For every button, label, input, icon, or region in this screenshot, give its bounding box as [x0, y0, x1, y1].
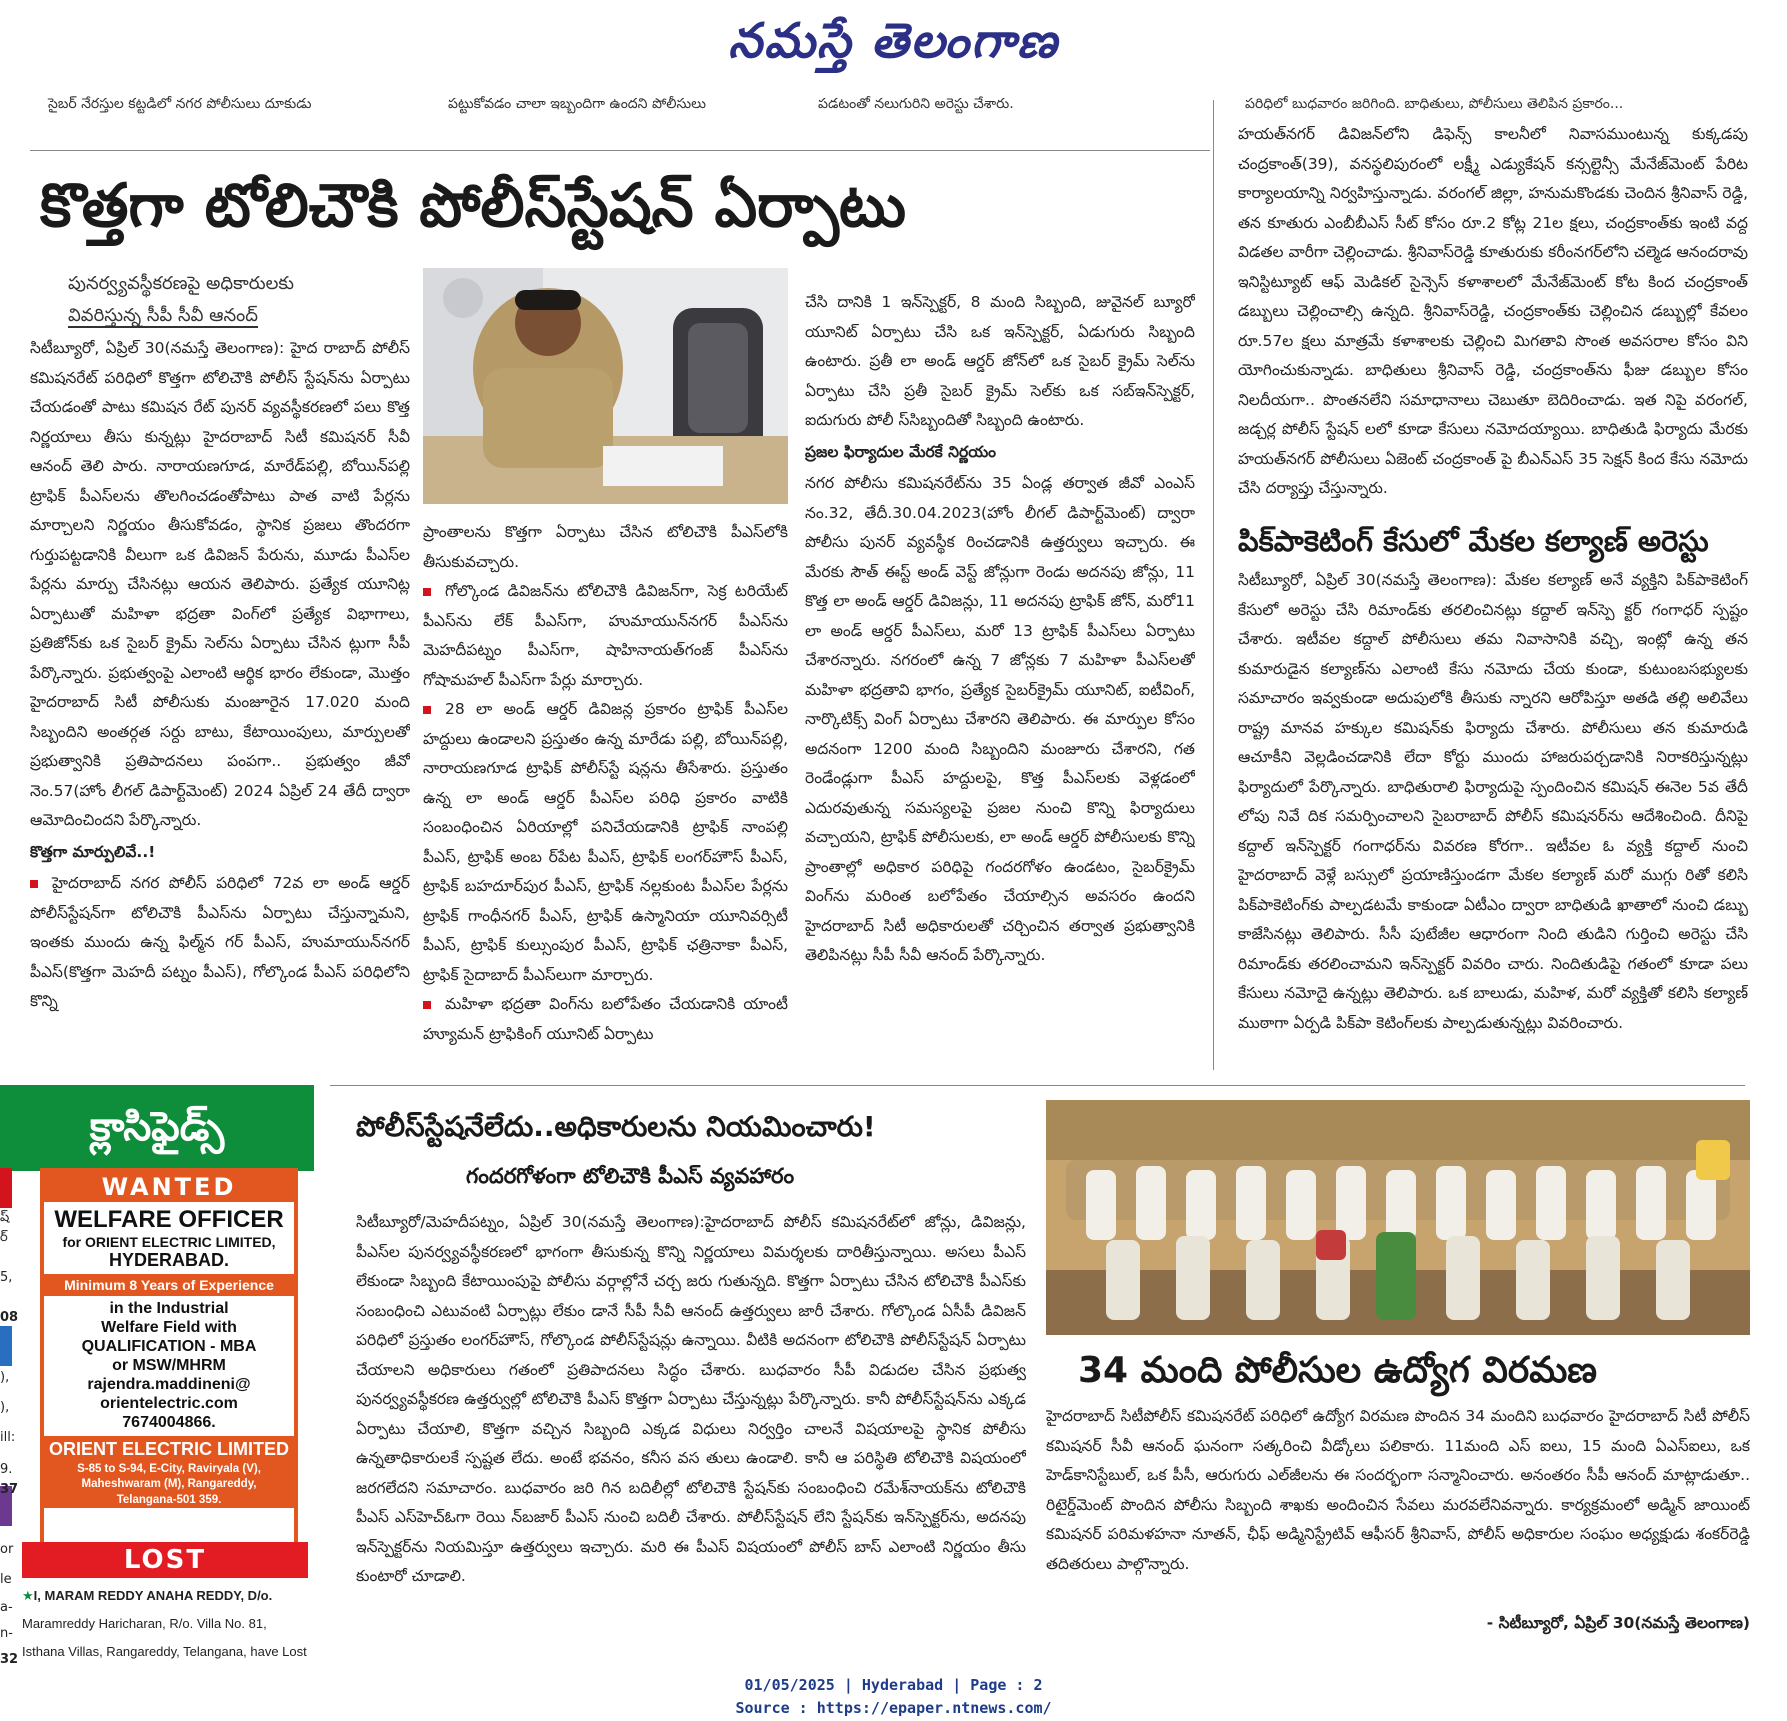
main-story-intro: సిటీబ్యూరో, ఏప్రిల్ 30(నమస్తే తెలంగాణ): హైద రాబాద్ పోలీస్ కమిషనరేట్ పరిధిలో కొత్తగా టోలిచౌకి పోలీస్ స్టేషన్‌ను ఏర్పాటు చేయడంతో పాటు కమిషన రేట్ పునర్ వ్యవస్థీకరణలో పలు కొత్త నిర్ణయాలు తీసు కున్నట్లు హైదరాబాద్ సిటీ కమిషనర్ సీవీ ఆనంద్ తెలి పారు. నారాయణగూడ, మారేడ్‌పల్లి, బోయిన్‌పల్లి ట్రాఫిక్ పీఎస్‌లను తొలగించడంతోపాటు పాత వాటి పేర్లను మార్చాలని నిర్ణయం తీసుకోవడం, స్థానిక ప్రజలు తొందరగా గుర్తుపట్టడానికి వీలుగా ఒక డివిజన్ పేరును, మూడు పీఎస్‌ల పేర్లను మార్పు చేసినట్లు ఆయన తెలిపారు. ప్రత్యేక యూనిట్ల ఏర్పాటుతో మహిళా భద్రతా వింగ్‌లో ప్రత్యేక విభాగాలు, ప్రతిజోన్‌కు ఒక సైబర్ క్రైమ్ సెల్‌ను ఏర్పాటు చేసిన ట్లుగా సీపీ పేర్కొన్నారు. ప్రభుత్వంపై ఎలాంటి ఆర్థిక భారం లేకుండా, మొత్తం హైదరాబాద్ సిటీ పోలీసుకు మంజూరైన 17.020 మంది సిబ్బందిని అంతర్గత సర్దు బాటు, కేటాయింపులు, మార్పులతో ప్రభుత్వానికి ప్రతిపాదనలు పంపగా.. ప్రభుత్వం జీవో నెం.57(హోం లీగల్ డిపార్ట్‌మెంట్) 2024 ఏప్రిల్ 24 తేదీ ద్వారా ఆమోదించిందని పేర్కొన్నారు. [30, 339, 410, 829]
wanted-label: WANTED [44, 1172, 294, 1202]
retirement-dateline: - సిటీబ్యూరో, ఏప్రిల్ 30(నమస్తే తెలంగాణ) [1486, 1614, 1750, 1632]
retirement-text: హైదరాబాద్ సిటీపోలీస్ కమిషనరేట్ పరిధిలో ఉద్యోగ విరమణ పొందిన 34 మందిని బుధవారం హైదరాబాద్ సిటీ పోలీస్ కమిషనర్ సీవీ ఆనంద్ ఘనంగా సత్కరించి వీడ్కోలు పలికారు. 11మంది ఎస్ ఐలు, 15 మంది ఏఎస్ఐలు, ఒక హెడ్‌కానిస్టేబుల్, ఒక పీసీ, ఆరుగురు ఎల్‌జీలను ఈ సందర్భంగా సన్మానించారు. అనంతరం సీపీ ఆనంద్ మాట్లాడుతూ.. రిటైర్డ్‌మెంట్ పొందిన పోలీసు సిబ్బంది శాఖకు అందించిన సేవలు మరవలేనివన్నారు. కార్యక్రమంలో అడ్మిన్ జాయింట్ కమిషనర్ పరిమళహనా నూతన్, ఛీఫ్ అడ్మినిస్ట్రేటివ్ ఆఫీసర్ శ్రీనివాస్, పోలీస్ అధికారుల సంఘం అధ్యక్షుడు శంకర్‌రెడ్డి తదితరులు పాల్గొన్నారు. [1046, 1407, 1750, 1573]
edge-color-block [0, 1168, 12, 1208]
pickpocket-headline: పిక్‌పాకెటింగ్ కేసులో మేకల కల్యాణ్ అరెస్టు [1238, 524, 1709, 558]
edge-fragment: ర్ [0, 1230, 8, 1245]
main-story-col2-bullet: గోల్కొండ డివిజన్‌ను టోలిచౌకి డివిజన్‌గా, సెక్ర టరియేట్ పీఎస్‌ను లేక్ పీఎస్‌గా, హుమాయున్‌నగర్ పీఎస్‌ను మెహదీపట్నం పీఎస్‌గా, షాహినాయత్‌గంజ్ పీఎస్‌ను గోషామహల్ పీఎస్‌గా పేర్లు మార్చారు. [423, 582, 788, 689]
lost-line-2: Maramreddy Haricharan, R/o. Villa No. 81, [22, 1616, 267, 1631]
edge-fragment: ), [0, 1400, 10, 1415]
divider [330, 1085, 1745, 1086]
ad-position: WELFARE OFFICER [54, 1206, 284, 1233]
star-icon: ★ [22, 1588, 34, 1603]
footer-date-page: 01/05/2025 | Hyderabad | Page : 2 [744, 1676, 1043, 1694]
lost-notice [22, 1582, 308, 1666]
main-story-col3-subhead: ప్రజల ఫిర్యాదుల మేరకే నిర్ణయం [805, 442, 997, 461]
right-story-fraud [1238, 120, 1748, 512]
wanted-ad [40, 1168, 298, 1546]
divider [30, 150, 1210, 151]
main-story-column-1 [30, 334, 410, 1074]
ad-field-2: Welfare Field with [101, 1319, 237, 1336]
edge-fragment: or [0, 1542, 14, 1557]
photo-caption [68, 268, 408, 332]
lost-line-3: Isthana Villas, Rangareddy, Telangana, have Lost [22, 1644, 307, 1659]
ad-experience: Minimum 8 Years of Experience [44, 1274, 294, 1296]
edge-fragment: 32 [0, 1652, 19, 1667]
newspaper-title: నమస్తే తెలంగాణ [728, 13, 1059, 69]
top-strip-2: పట్టుకోవడం చాలా ఇబ్బందిగా ఉందని పోలీసులు [448, 96, 706, 112]
bullet-icon [423, 1001, 431, 1009]
edge-fragment: ill: [0, 1430, 16, 1445]
main-story-subhead: కొత్తగా మార్పులివే..! [30, 842, 156, 861]
bottom-story-body [356, 1208, 1026, 1658]
main-story-column-3 [805, 288, 1195, 1074]
main-story-col2-bullet: 28 లా అండ్ ఆర్డర్ డివిజన్ల ప్రకారం ట్రాఫిక్ పీఎస్‌ల హద్దులు ఉండాలని ప్రస్తుతం ఉన్న మారేడు పల్లి, బోయిన్‌పల్లి, నారాయణగూడ ట్రాఫిక్ పోలీస్‌స్టే షన్లను తీసేశారు. ప్రస్తుతం ఉన్న లా అండ్ ఆర్డర్ పీఎస్‌ల పరిధి ప్రకారం వాటికి సంబంధించిన ఏరియాల్లో పనిచేయడానికి ట్రాఫిక్ నాంపల్లి పీఎస్, ట్రాఫిక్ అంబ ర్‌పేట పీఎస్, ట్రాఫిక్ లంగర్‌హౌస్ పీఎస్, ట్రాఫిక్ బహదూర్‌పుర పీఎస్, ట్రాఫిక్ నల్లకుంట పీఎస్‌ల పేర్లను ట్రాఫిక్ గాంధీనగర్ పీఎస్, ట్రాఫిక్ ఉస్మానియా యూనివర్సిటీ పీఎస్, ట్రాఫిక్ కుల్సుంపుర పీఎస్, ట్రాఫిక్ ఛత్రినాకా పీఎస్, ట్రాఫిక్ సైదాబాద్ పీఎస్‌లుగా మార్చారు. [423, 700, 788, 984]
main-story-col2-bullet: మహిళా భద్రతా వింగ్‌ను బలోపేతం చేయడానికి యాంటీ హ్యూమన్ ట్రాఫికింగ్ యూనిట్ ఏర్పాటు [423, 995, 788, 1043]
ad-address-1: S-85 to S-94, E-City, Raviryala (V), [44, 1462, 294, 1477]
edge-fragment: ష్ [0, 1210, 10, 1225]
main-story-column-2 [423, 518, 788, 1074]
lost-line-1: I, MARAM REDDY ANAHA REDDY, D/o. [33, 1588, 273, 1603]
lost-header: LOST [22, 1542, 308, 1578]
right-story-fraud-text: హయత్‌నగర్ డివిజన్‌లోని డిఫెన్స్ కాలనీలో నివాసముంటున్న కుక్కడపు చంద్రకాంత్(39), వనస్థలిపురంలో లక్ష్మీ ఎడ్యుకేషన్ కన్సల్టెన్సీ మేనేజ్‌మెంట్ పేరిట కార్యాలయాన్ని నిర్వహిస్తున్నాడు. వరంగల్ జిల్లా, హనుమకొండకు చెందిన శ్రీనివాస్ రెడ్డి, తన కూతురు ఎంబీబీఎస్ సీట్ కోసం రూ.2 కోట్ల 21ల క్షలు, చంద్రకాంత్‌కు ఇంటి వద్ద విడతల వారీగా చెల్లించాడు. శ్రీనివాస్‌రెడ్డి కూతురుకు కరీంనగర్‌లోని చల్మెడ ఆనందరావు ఇనిస్టిట్యూట్ ఆఫ్ మెడికల్ సైన్సెస్ కళాశాలలో మేనేజ్‌మెంట్ కోట కింద చంద్రకాంత్ డబ్బులు చెల్లించాల్సి ఉన్నది. శ్రీనివాస్‌రెడ్డి, చంద్రకాంత్‌కు చెల్లించిన డబ్బుల్లో కేవలం రూ.57ల క్షలు మాత్రమే కళాశాలకు చెల్లించి మిగతావి సొంత అవసరాల కోసం విని యోగించుకున్నాడు. బాధితులు శ్రీనివాస్ రెడ్డి, చంద్రకాంత్‌ను ఫీజు డబ్బుల కోసం నిలదీయగా.. పొంతనలేని సమాధానాలు చెబుతూ బెదిరించాడు. ఇత నిపై వరంగల్, జడ్చర్ల పోలీస్ స్టేషన్ లలో కూడా కేసులు నమోదయ్యాయి. బాధితుడి ఫిర్యాదు మేరకు హయత్‌నగర్ పోలీసులు ఏజెంట్ చంద్రకాంత్ పై బీఎన్ఎస్ 35 సెక్షన్ కింద కేసు నమోదు చేసి దర్యాప్తు చేస్తున్నారు. [1238, 125, 1748, 497]
main-story-bullet: హైదరాబాద్ నగర పోలీస్ పరిధిలో 72వ లా అండ్ ఆర్డర్ పోలీస్‌స్టేషన్‌గా టోలిచౌకి పీఎస్‌ను ఏర్పాటు చేస్తున్నామని, ఇంతకు ముందు ఉన్న ఫిల్మ్‌న గర్ పీఎస్, హుమాయున్‌నగర్ పీఎస్(కొత్తగా మెహదీ పట్నం పీఎస్), గోల్కొండ పీఎస్ పరిధిలోని కొన్ని [30, 874, 410, 1010]
edge-color-block [0, 1326, 12, 1366]
main-story-col3-rest: నగర పోలీసు కమిషనరేట్‌ను 35 ఏండ్ల తర్వాత జీవో ఎంఎస్ నం.32, తేదీ.30.04.2023(హోం లీగల్ డిపార్ట్‌మెంట్) ద్వారా పోలీసు పునర్ వ్యవస్థీక రించడానికి ఉత్తర్వులు ఇచ్చారు. ఈ మేరకు సౌత్ ఈస్ట్ అండ్ వెస్ట్ జోన్లుగా రెండు అదనపు జోన్లు, 11 కొత్త లా అండ్ ఆర్డర్ డివిజన్లు, 11 అదనపు ట్రాఫిక్ జోన్, మరో11 లా అండ్ ఆర్డర్ పీఎస్‌లు, మరో 13 ట్రాఫిక్ పీఎస్‌లు ఏర్పాటు చేశారన్నారు. నగరంలో ఉన్న 7 జోన్లకు 7 మహిళా పీఎస్‌లతో మహిళా భద్రతావి భాగం, ప్రత్యేక సైబర్‌క్రైమ్ యూనిట్, ఐటీవింగ్, నార్కొటిక్స్ వింగ్ ఏర్పాటు చేశారని తెలిపారు. ఈ మార్పుల కోసం అదనంగా 1200 మంది సిబ్బందిని మంజూరు చేశారని, గత రెండేండ్లుగా పీఎస్ హద్దులపై, కొత్త పీఎస్‌లకు వెళ్లడంలో ఎదురవుతున్న సమస్యలపై ప్రజల నుంచి కొన్ని ఫిర్యాదులు వచ్చాయని, ట్రాఫిక్ పోలీసులకు, లా అండ్ ఆర్డర్ పోలీసులకు కొన్ని ప్రాంతాల్లో అధికార పరిధిపై గందరగోళం ఉండటం, సైబర్‌క్రైమ్ వింగ్‌ను మరింత బలోపేతం చేయాల్సిన అవసరం ఉందని హైదరాబాద్ సిటీ అధికారులతో చర్చించిన తర్వాత ప్రభుత్వానికి తెలిపినట్లు సీపీ సీవీ ఆనంద్ పేర్కొన్నారు. [805, 474, 1195, 964]
ad-address-3: Telangana-501 359. [44, 1492, 294, 1508]
bullet-icon [30, 880, 38, 888]
ad-qualification-2: or MSW/MHRM [112, 1357, 226, 1374]
bottom-headline: పోలీస్‌స్టేషనేలేదు..అధికారులను నియమించారు! [356, 1110, 876, 1143]
column-divider [1213, 100, 1214, 1070]
commissioner-photo [423, 268, 788, 504]
retirement-headline: 34 మంది పోలీసుల ఉద్యోగ విరమణ [1078, 1350, 1598, 1391]
ad-qualification-1: QUALIFICATION - MBA [81, 1338, 257, 1355]
bottom-story-text: సిటీబ్యూరో/మెహదీపట్నం, ఏప్రిల్ 30(నమస్తే తెలంగాణ):హైదరాబాద్ పోలీస్ కమిషనరేట్‌లో జోన్లు, డివిజన్లు, పీఎస్‌ల పునర్వ్యవస్థీకరణలో భాగంగా తీసుకున్న కొన్ని నిర్ణయాలు విమర్శలకు దారితీస్తున్నాయి. అసలు పీఎస్ లేకుండా సిబ్బంది కేటాయింపుపై పోలీసు వర్గాల్లోనే చర్చ జరు గుతున్నది. కొత్తగా ఏర్పాటు చేసిన టోలిచౌకి పీఎస్‌కు సంబంధించి ఎటువంటి ఏర్పాట్లు లేకుం డానే సీపీ సీవీ ఆనంద్ ఉత్తర్వులు జారీ చేశారు. గోల్కొండ ఏసీపీ డివిజన్ పరిధిలో ప్రస్తుతం లంగర్‌హౌస్, గోల్కొండ పోలీస్‌స్టేషన్లు ఉన్నాయి. వీటికి అదనంగా టోలిచౌకి పోలీస్‌స్టేషన్ ఏర్పాటు చేయాలని అధికారులు గతంలో ప్రతిపాదనలు సిద్ధం చేశారు. బుధవారం సీపీ విడుదల చేసిన ప్రభుత్వ పునర్వ్యవస్థీకరణ ఉత్తర్వుల్లో టోలిచౌకి పీఎస్ కొత్తగా ఏర్పాటు చేస్తున్నట్లు పేర్కొన్నారు. కానీ పోలీస్‌స్టేషన్‌ను ఎక్కడ ఏర్పాటు చేయాలి, కొత్తగా వచ్చిన సిబ్బంది ఎక్కడ విధులు నిర్వర్తిం చాలనే విషయాలపై స్థానిక పోలీసు ఉన్నతాధికారులకే స్పష్టత లేదు. అంటే భవనం, కనీస వస తులు ఉండాలి. కానీ ఆ పరిస్థితి టోలిచౌకి విషయంలో జరగలేదని సమాచారం. బుధవారం జరి గిన బదిలీల్లో టోలిచౌకి స్టేషన్‌కు సంబంధించి రమేశ్‌నాయక్‌ను టోలిచౌకి పీఎస్ ఎస్‌హెచ్‌ఓగా రెయి న్‌బజార్ పీఎస్ నుంచి బదిలీ చేశారు. పోలీస్‌స్టేషన్ లేని స్టేషన్‌కు ఇన్‌స్పెక్టర్‌ను, అదనపు ఇన్‌స్పెక్టర్‌ను నియమిస్తూ ఉత్తర్వులు ఇచ్చారు. మరి ఈ పీఎస్ విషయంలో పోలీస్ బాస్ ఎలాంటి నిర్ణయం తీసు కుంటారో చూడాలి. [356, 1213, 1026, 1585]
top-strip-3: పడటంతో నలుగురిని అరెస్టు చేశారు. [818, 96, 1014, 112]
edge-fragment: n- [0, 1626, 13, 1641]
footer-source[interactable]: Source : https://epaper.ntnews.com/ [735, 1699, 1052, 1717]
main-story-col3-text: చేసి దానికి 1 ఇన్‌స్పెక్టర్, 8 మంది సిబ్బంది, జువైనల్ బ్యూరో యూనిట్ ఏర్పాటు చేసి ఒక ఇన్‌స్పెక్టర్, ఏడుగురు సిబ్బంది ఉంటారు. ప్రతీ లా అండ్ ఆర్డర్ జోన్‌లో ఒక సైబర్ క్రైమ్ సెల్‌ను ఏర్పాటు చేసి ప్రతీ సైబర్ క్రైమ్ సెల్‌కు ఒక సబ్‌ఇన్‌స్పెక్టర్, ఐదుగురు పోలీ స్‌సిబ్బందితో సిబ్బంది ఉంటారు. [805, 293, 1195, 429]
ad-email-1[interactable]: rajendra.maddineni@ [87, 1376, 251, 1393]
edge-fragment: 37 [0, 1482, 19, 1497]
bottom-subhead: గందరగోళంగా టోలిచౌకి పీఎస్ వ్యవహారం [466, 1164, 795, 1188]
main-story-col2-text: ప్రాంతాలను కొత్తగా ఏర్పాటు చేసిన టోలిచౌకి పీఎస్‌లోకి తీసుకువచ్చారు. [423, 523, 788, 571]
ad-field-1: in the Industrial [109, 1300, 229, 1317]
bullet-icon [423, 588, 431, 596]
edge-fragment: a- [0, 1600, 13, 1615]
ad-brand: ORIENT ELECTRIC LIMITED [44, 1436, 294, 1462]
edge-fragment: 9. [0, 1462, 13, 1477]
top-strip-4: పరిధిలో బుధవారం జరిగింది. బాధితులు, పోలీసులు తెలిపిన ప్రకారం... [1245, 96, 1624, 112]
photo-caption-line-2: వివరిస్తున్న సీపీ సీవీ ఆనంద్ [68, 305, 258, 326]
right-story-pickpocket [1238, 566, 1748, 1074]
masthead [0, 0, 1787, 82]
top-strip-1: సైబర్ నేరస్తుల కట్టడిలో నగర పోలీసులు దూకుడు [48, 96, 312, 112]
ad-phone: 7674004866. [122, 1414, 216, 1431]
edge-fragment: le [0, 1572, 12, 1587]
bullet-icon [423, 706, 431, 714]
retirement-group-photo [1046, 1100, 1750, 1335]
edge-fragment: 5, [0, 1270, 13, 1285]
photo-caption-line-1: పునర్వ్యవస్థీకరణపై అధికారులకు [68, 273, 295, 294]
ad-email-2[interactable]: orientelectric.com [100, 1395, 238, 1412]
ad-city: HYDERABAD. [108, 1250, 229, 1270]
classifieds-title: క్లాసిఫైడ్స్ [89, 1104, 225, 1150]
edge-fragment: ), [0, 1370, 10, 1385]
ad-address-2: Maheshwaram (M), Rangareddy, [44, 1477, 294, 1492]
retirement-story-body [1046, 1402, 1750, 1612]
classifieds-header [0, 1085, 314, 1171]
main-headline: కొత్తగా టోలిచౌకి పోలీస్‌స్టేషన్ ఏర్పాటు [40, 171, 907, 241]
pickpocket-text: సిటీబ్యూరో, ఏప్రిల్ 30(నమస్తే తెలంగాణ): మేకల కల్యాణ్ అనే వ్యక్తిని పిక్‌పాకెటింగ్ కేసులో అరెస్టు చేసి రిమాండ్‌కు తరలించినట్లు కద్దాల్ ఇన్‌స్పె క్టర్ గంగాధర్ స్పష్టం చేశారు. ఇటీవల కద్దాల్ పోలీసులు తమ నివాసానికి వచ్చి, ఇంట్లో ఉన్న తన కుమారుడైన కల్యాణ్‌ను ఎలాంటి కేసు నమోదు చేయ కుండా, కుటుంబసభ్యులకు సమాచారం ఇవ్వకుండా అదుపులోకి తీసుకు న్నారని ఆరోపిస్తూ అతడి తల్లి అలివేలు రాష్ట్ర మానవ హక్కుల కమిషన్‌కు ఫిర్యాదు చేశారు. పోలీసులు తన కుమారుడి ఆచూకీని వెల్లడించడానికి లేదా కోర్టు ముందు హాజరుపర్చడానికి నిరాకరిస్తున్నట్లు ఫిర్యాదులో పేర్కొన్నారు. బాధితురాలి ఫిర్యాదుపై స్పందించిన కమిషన్ ఈనెల 5వ తేదీ లోపు నివే దిక సమర్పించాలని సైబరాబాద్ పోలీస్ కమిషనర్‌ను ఆదేశించింది. దీనిపై కద్దాల్ ఇన్‌స్పెక్టర్ గంగాధర్‌ను వివరణ కోరగా.. ఇటీవల ఓ వ్యక్తి కద్దాల్ నుంచి హైదరాబాద్ వెళ్లే బస్సులో ప్రయాణిస్తుండగా మేకల కల్యాణ్ మరో ముగ్గు రితో కలిసి పిక్‌పాకెటింగ్‌కు పాల్పడటమే కాకుండా ఏటీఎం ద్వారా బాధితుడి ఖాతాలో నుంచి డబ్బు కాజేసినట్లు తెలిపారు. సీసీ పుటేజీల ఆధారంగా నింది తుడిని గుర్తించి అరెస్టు చేసి రిమాండ్‌కు తరలించామని ఇన్‌స్పెక్టర్ వివరిం చారు. నిందితుడిపై గతంలో కూడా పలు కేసులు నమోదై ఉన్నట్లు తెలిపారు. ఒక బాలుడు, మహిళ, మరో వ్యక్తితో కలిసి కల్యాణ్ ముఠాగా ఏర్పడి పిక్‌పా కెటింగ్‌లకు పాల్పడుతున్నట్లు వివరించారు. [1238, 571, 1748, 1032]
ad-company: for ORIENT ELECTRIC LIMITED, [62, 1234, 276, 1250]
edge-fragment: 08 [0, 1310, 19, 1325]
